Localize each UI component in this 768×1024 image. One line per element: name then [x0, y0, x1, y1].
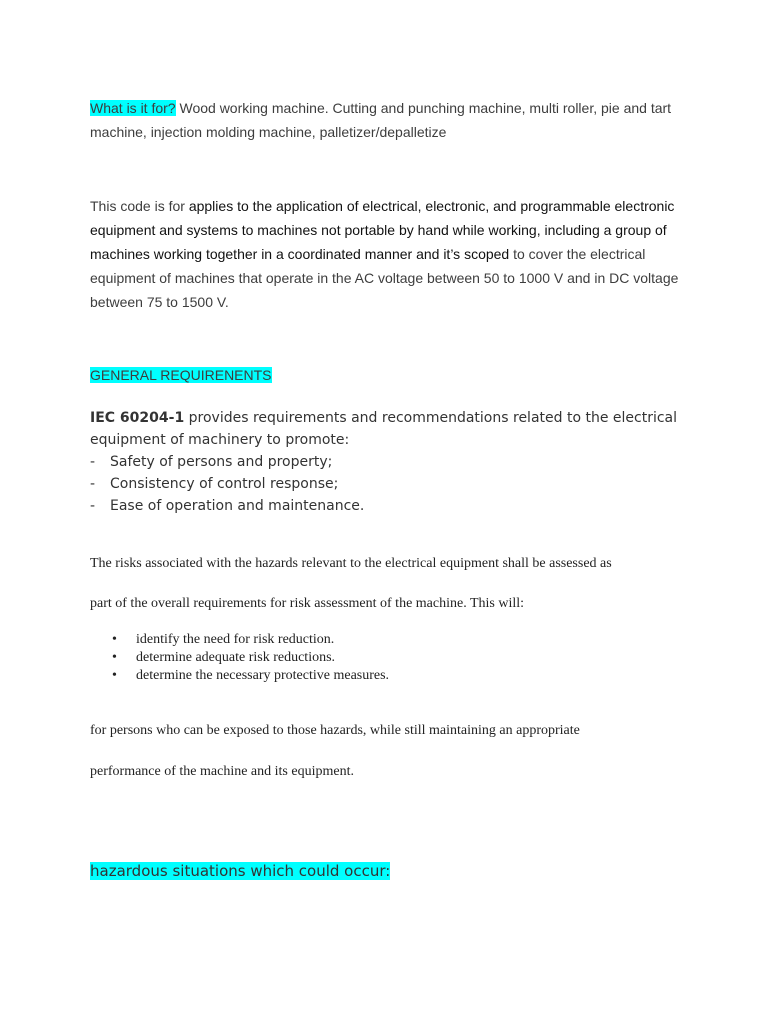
list-item: - Consistency of control response; — [90, 473, 690, 495]
persons-line-1: for persons who can be exposed to those hazards, while still maintaining an appropriate — [90, 723, 580, 738]
purpose-paragraph — [90, 96, 690, 144]
scope-quote: applies to the application of electrical, electronic, and programmable electronic equipment and systems to machines not portable by hand while working, including a group of machines working together in a coordinated manner and it’s scoped — [90, 198, 675, 262]
iec-standard-name: IEC 60204-1 — [90, 410, 185, 426]
list-item-text: determine the necessary protective measures. — [136, 668, 390, 683]
scope-intro: This code is for — [90, 198, 189, 214]
hazard-heading — [90, 862, 390, 880]
hazard-heading-text: hazardous situations which could occur: — [90, 862, 391, 880]
iec-paragraph — [90, 407, 690, 517]
list-item-text: determine adequate risk reductions. — [136, 650, 336, 665]
list-item: • determine adequate risk reductions. — [112, 650, 336, 665]
scope-voltage: to cover the electrical equipment of machines that operate in the AC voltage between 50 to 1000 V and in DC voltage between 75 to 1500 V. — [90, 246, 679, 310]
list-item-text: identify the need for risk reduction. — [136, 632, 335, 647]
general-requirements-heading — [90, 363, 272, 387]
risk-line-1: The risks associated with the hazards relevant to the electrical equipment shall be assessed as — [90, 556, 612, 571]
purpose-text: Wood working machine. Cutting and punching machine, multi roller, pie and tart machine, injection molding machine, palletizer/depalletize — [90, 100, 672, 140]
list-item-text: Consistency of control response; — [110, 476, 339, 492]
list-item: - Safety of persons and property; — [90, 451, 690, 473]
risk-line-2: part of the overall requirements for risk assessment of the machine. This will: — [90, 596, 525, 611]
persons-line-2: performance of the machine and its equipment. — [90, 764, 354, 779]
risk-bullet-list — [90, 631, 389, 685]
list-item-text: Safety of persons and property; — [110, 454, 333, 470]
iec-description: provides requirements and recommendations related to the electrical equipment of machinery to promote: — [90, 410, 678, 448]
iec-list — [90, 451, 690, 517]
list-item-text: Ease of operation and maintenance. — [110, 498, 365, 514]
purpose-label: What is it for? — [90, 100, 176, 116]
list-item: - Ease of operation and maintenance. — [90, 495, 690, 517]
list-item: • identify the need for risk reduction. — [112, 632, 335, 647]
scope-paragraph — [90, 194, 690, 314]
list-item: • determine the necessary protective measures. — [112, 668, 390, 683]
general-requirements-text: GENERAL REQUIRENENTS — [90, 367, 272, 383]
